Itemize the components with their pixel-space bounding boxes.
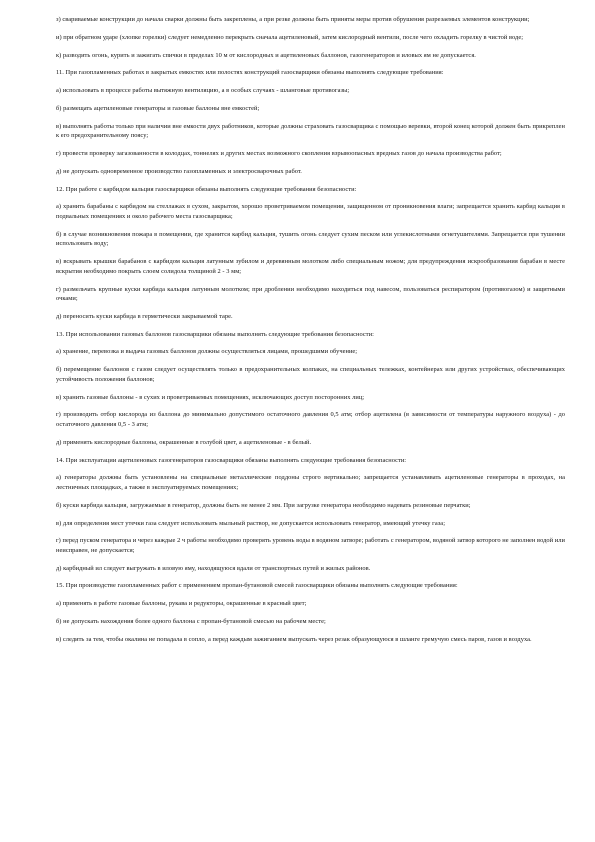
paragraph-15a: а) применять в работе газовые баллоны, рукава и редукторы, окрашенные в красный цвет; — [56, 600, 307, 608]
paragraph-15v: в) следить за тем, чтобы окалина не попадала в сопло, а перед каждым зажиганием выпускать через резак образующуюся в шланге гремучую смесь паров, газов и воздуха. — [56, 635, 532, 643]
paragraph-13g: г) производить отбор кислорода из баллона до минимально допустимого остаточного давления 0,5 атм; отбор ацетилена (в зависимости от температуры наружного воздуха) - до остаточного давления 0,5 - 3 атм; — [56, 411, 565, 428]
section-11-heading: 11. При газопламенных работах в закрытых емкостях или полостях конструкций газосварщики обязаны выполнять следующие требования: — [56, 69, 444, 77]
paragraph-14a: а) генераторы должны быть установлены на специальные металлические поддоны строго вертикально; запрещается устанавливать ацетиленовые генераторы в проходах, на лестничных площадках, а также в эксплуатируемых помещениях; — [56, 474, 565, 491]
paragraph-13a: а) хранение, перевозка и выдача газовых баллонов должны осуществляться лицами, прошедшими обучение; — [56, 348, 358, 356]
paragraph-13d: д) применять кислородные баллоны, окрашенные в голубой цвет, а ацетиленовые - в белый. — [56, 438, 312, 446]
paragraph-11g: г) провести проверку загазованности в колодцах, тоннелях и других местах возможного скопления взрывоопасных вредных газов до начала производства работ; — [56, 150, 502, 158]
paragraph-14v: в) для определения мест утечки газа следует использовать мыльный раствор, не допускается использовать генератор, имеющий утечку газа; — [56, 519, 446, 527]
paragraph-12v: в) вскрывать крышки барабанов с карбидом кальция латунным зубилом и деревянным молотком либо специальным ножом; для предупреждения искрообразования барабан в месте вскрытия необходимо покрыть слоем солидола толщиной 2 - 3 мм; — [56, 258, 565, 275]
paragraph-11d: д) не допускать одновременное производство газопламенных и электросварочных работ. — [56, 167, 302, 175]
paragraph-13v: в) хранить газовые баллоны - в сухих и проветриваемых помещениях, исключающих доступ посторонних лиц; — [56, 393, 365, 401]
paragraph-12g: г) размельчать крупные куски карбида кальция латунным молотком; при дроблении необходимо находиться под навесом, пользоваться респиратором (противогазом) и защитными очками; — [56, 285, 565, 303]
section-13-heading: 13. При использовании газовых баллонов газосварщики обязаны выполнять следующие требования безопасности: — [56, 330, 374, 338]
paragraph-3k: к) разводить огонь, курить и зажигать спички в пределах 10 м от кислородных и ацетиленовых баллонов, газогенераторов и иловых ям не допускается. — [56, 51, 476, 59]
section-12-heading: 12. При работе с карбидом кальция газосварщики обязаны выполнять следующие требования безопасности: — [56, 185, 357, 193]
paragraph-14g: г) перед пуском генератора и через каждые 2 ч работы необходимо проверять уровень воды в водяном затворе; работать с генератором, водяной затвор которого не заполнен водой или неисправен, не допускается; — [56, 537, 565, 554]
section-14-heading: 14. При эксплуатации ацетиленовых газогенераторов газосварщики обязаны выполнять следующие требования безопасности: — [56, 456, 407, 464]
paragraph-14b: б) куски карбида кальция, загружаемые в генератор, должны быть не менее 2 мм. При загрузке генератора необходимо надевать резиновые перчатки; — [56, 501, 471, 509]
paragraph-14d: д) карбидный ил следует выгружать в иловую яму, находящуюся вдали от транспортных путей и жилых районов. — [56, 564, 371, 572]
paragraph-12a: а) хранить барабаны с карбидом на стеллажах в сухом, закрытом, хорошо проветриваемом помещении, защищенном от проникновения влаги; запрещается хранить карбид кальция в подвальных помещениях и около рабочего места газосварщика; — [56, 203, 565, 220]
paragraph-3i: и) при обратном ударе (хлопке горелки) следует немедленно перекрыть сначала ацетиленовый, затем кислородный вентили, после чего охладить горелку в чистой воде; — [56, 33, 524, 41]
paragraph-11a: а) использовать в процессе работы вытяжную вентиляцию, а в особых случаях - шланговые противогазы; — [56, 87, 350, 95]
paragraph-12d: д) переносить куски карбида в герметически закрываемой таре. — [56, 312, 233, 320]
paragraph-11b: б) размещать ацетиленовые генераторы и газовые баллоны вне емкостей; — [56, 104, 260, 112]
paragraph-11v: в) выполнять работы только при наличии вне емкости двух работников, которые должны страховать газосварщика с помощью веревки, второй конец которой должен быть прикреплен к его предохранительному поясу; — [56, 122, 565, 140]
paragraph-15b: б) не допускать нахождения более одного баллона с пропан-бутановой смесью на рабочем месте; — [56, 618, 326, 625]
paragraph-12b: б) в случае возникновения пожара в помещении, где хранится карбид кальция, тушить огонь следует сухим песком или углекислотными огнетушителями. Запрещается при тушении использовать воду; — [56, 230, 565, 248]
section-15-heading: 15. При производстве газопламенных работ с применением пропан-бутановой смесей газосварщики обязаны выполнять следующие требования: — [56, 582, 458, 590]
paragraph-13b: б) перемещение баллонов с газом следует осуществлять только в предохранительных колпаках, на специальных тележках, контейнерах или других устройствах, обеспечивающих устойчивость положения баллонов; — [56, 366, 565, 383]
paragraph-3z: з) свариваемые конструкции до начала сварки должны быть закреплены, а при резке должны быть приняты меры против обрушения разрезаемых элементов конструкции; — [56, 16, 530, 23]
